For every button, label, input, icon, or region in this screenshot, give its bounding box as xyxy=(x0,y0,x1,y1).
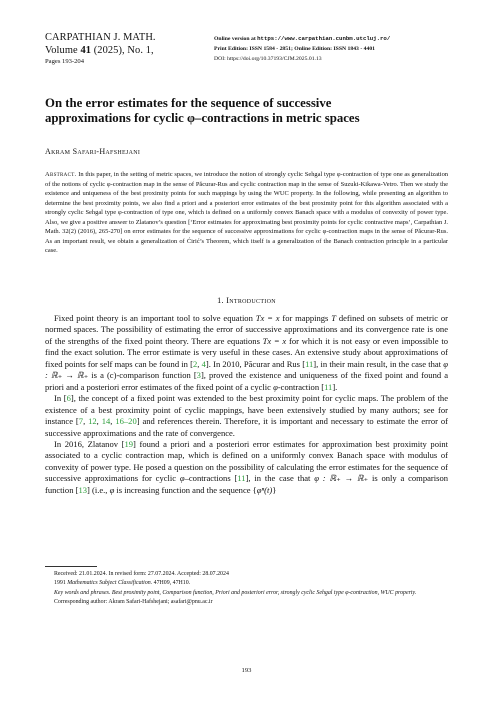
text-run: is increasing function and the sequence { xyxy=(114,484,257,495)
math-expression: T xyxy=(331,313,336,323)
text-run: ] and references therein. Therefore, it is important and necessary to estimate the error of successive approximations and the rate of convergence. xyxy=(45,416,448,438)
footnote-rule xyxy=(45,566,97,567)
section-heading: 1. Introduction xyxy=(217,296,276,305)
citation-link[interactable]: 7 xyxy=(78,416,84,427)
citation-link[interactable]: 4 xyxy=(201,358,206,369)
abstract-label: Abstract. xyxy=(45,171,77,178)
citation-link[interactable]: 12 xyxy=(88,416,97,427)
publication-info xyxy=(214,34,454,65)
text-run: In [ xyxy=(54,393,67,404)
keywords: Key words and phrases. Best proximity point, Comparison function, Priori and posteriori error, strongly cyclic Sehgal type φ-contraction, WUC property. xyxy=(54,589,417,596)
journal-header xyxy=(45,32,215,66)
received-dates: Received: 21.01.2024. In revised form: 27.07.2024. Accepted: 28.07.2024 xyxy=(54,571,229,577)
citation-link[interactable]: 11 xyxy=(324,381,333,392)
footnotes xyxy=(45,570,448,608)
paragraph xyxy=(45,313,448,393)
math-expression: φ : ℝ₊ → ℝ₊ xyxy=(45,358,448,381)
citation-link[interactable]: 2 xyxy=(193,358,198,369)
journal-name: CARPATHIAN J. MATH. xyxy=(45,32,156,43)
text-run: -contraction [ xyxy=(277,381,325,392)
text-run: defined on subsets of metric or normed spaces. The possibility of estimating the error of successive approximations and its convergence rate is one of the strengths of the fixed point theory. There are equations xyxy=(45,313,448,346)
text-run: ], proved the existence and uniqueness of the fixed point and found a priori and a posteriori error estimates of the fixed point of a cyclic xyxy=(45,370,448,392)
paragraph xyxy=(45,393,448,439)
page-range: Pages 193-204 xyxy=(45,58,85,65)
text-run: ]. In 2010, Păcurar and Rus [ xyxy=(205,358,306,369)
online-version: Online version at https://www.carpathian.cunbm.utcluj.ro/ xyxy=(214,35,391,42)
abstract-text: In this paper, in the setting of metric spaces, we introduce the notion of strongly cyclic Sehgal type φ-contraction of type one as generalization of the notions of cyclic φ-contraction map in the sense of Păcurar-Rus and cyclic contraction map in the sense of Suzuki-Kikawa-Vetro. Then we study the existence and uniqueness of the best proximity points for such mappings by using the WUC property. In the following, while presenting an algorithm to determine the best proximity points, we also find a priori and a posteriori error estimates of the best proximity point for this algorithm associated with a strongly cyclic Sehgal type φ-contraction of type one, which is defined on a uniformly convex Banach space with a modulus of convexity of power type. Also, we give a positive answer to Zlatanov’s question [‘Error estimates for approximating best proximity points for cyclic contractive maps’, Carpathian J. Math. 32(2) (2016), 265-270] on error estimates for the sequence of successive approximations for cyclic φ-contraction maps in the sense of Păcurar-Rus. As an important result, we obtain a generalization of Ćirić’s Theorem, which itself is a generalization of the Banach contraction principle in a particular case. xyxy=(45,171,449,254)
text-run: } xyxy=(272,484,277,495)
text-run: is only a comparison function [ xyxy=(45,473,448,495)
volume-number: 41 xyxy=(80,44,92,56)
math-expression: φ xyxy=(109,484,115,495)
text-run: Fixed point theory is an important tool to solve equation xyxy=(54,313,256,323)
text-run: for which it is not easy or even impossible to find the exact solution. The error estimate is very useful in these cases. An extensive study about approximations of fixed points for self maps can be found in [ xyxy=(45,335,448,369)
citation-link[interactable]: 6 xyxy=(66,393,71,404)
citation-link[interactable]: 11 xyxy=(305,358,314,369)
math-expression: Tx = x xyxy=(255,313,280,323)
text-run: ], the concept of a fixed point was extended to the best proximity point for cyclic maps. The problem of the existence of a best proximity point of cyclic mappings, have been extensively studied by many authors; see for instance [ xyxy=(45,393,448,427)
page-number: 193 xyxy=(241,667,252,674)
doi-link[interactable]: DOI: https://doi.org/10.37193/CJM.2025.01.13 xyxy=(214,56,322,63)
author-name: Akram Safari-Hafshejani xyxy=(45,147,141,156)
math-expression: φ xyxy=(273,381,278,392)
text-run: ] (i.e., xyxy=(87,484,110,495)
text-run: , xyxy=(197,358,202,369)
text-run: is a (c)-comparison function [ xyxy=(88,370,197,381)
text-run: , xyxy=(83,416,89,427)
citation-link[interactable]: 13 xyxy=(78,484,88,495)
msc-classification: 1991 Mathematics Subject Classification. 47H09, 47H10. xyxy=(54,580,191,587)
corresponding-author: Corresponding author: Akram Safari-Hafshejani; asafari@pnu.ac.ir xyxy=(54,599,213,606)
text-run: for mappings xyxy=(279,313,332,323)
text-run: –contractions [ xyxy=(184,473,238,484)
text-run: ] found a priori and a posteriori error estimates for approximation best proximity point associated to a cyclic contraction map, which is defined on a uniformly convex Banach space with modulus of convexity of power type. He posed a question on the possibility of calculating the error estimates for the sequence of successive approximations for cyclic xyxy=(45,438,448,484)
citation-link[interactable]: 19 xyxy=(124,438,134,449)
abstract xyxy=(45,170,448,256)
math-expression: φ xyxy=(179,473,185,484)
journal-url-link[interactable]: https://www.carpathian.cunbm.utcluj.ro/ xyxy=(257,35,391,42)
text-run: ], in their main result, in the case that xyxy=(313,358,444,369)
text-run: ], in the case that xyxy=(245,473,315,484)
math-expression: φ : ℝ₊ → ℝ₊ xyxy=(314,473,369,484)
citation-link[interactable]: 16–20 xyxy=(115,416,137,427)
text-run: , xyxy=(96,416,102,427)
text-run: ]. xyxy=(332,381,338,392)
paragraph xyxy=(45,439,448,496)
text-run: , xyxy=(110,416,116,427)
citation-link[interactable]: 11 xyxy=(237,473,246,484)
math-expression: φⁿ(t) xyxy=(256,484,273,495)
math-expression: Tx = x xyxy=(262,335,287,346)
paper-title: On the error estimates for the sequence of successive approximations for cyclic φ–contractions in metric spaces xyxy=(45,96,360,125)
citation-link[interactable]: 14 xyxy=(101,416,111,427)
journal-volume: Volume 41 (2025), No. 1, xyxy=(45,44,154,56)
text-run: In 2016, Zlatanov [ xyxy=(54,438,125,449)
issn-line: Print Edition: ISSN 1584 - 2851; Online Edition: ISSN 1843 - 4401 xyxy=(214,46,376,53)
citation-link[interactable]: 3 xyxy=(196,370,201,381)
body-text xyxy=(45,313,448,496)
